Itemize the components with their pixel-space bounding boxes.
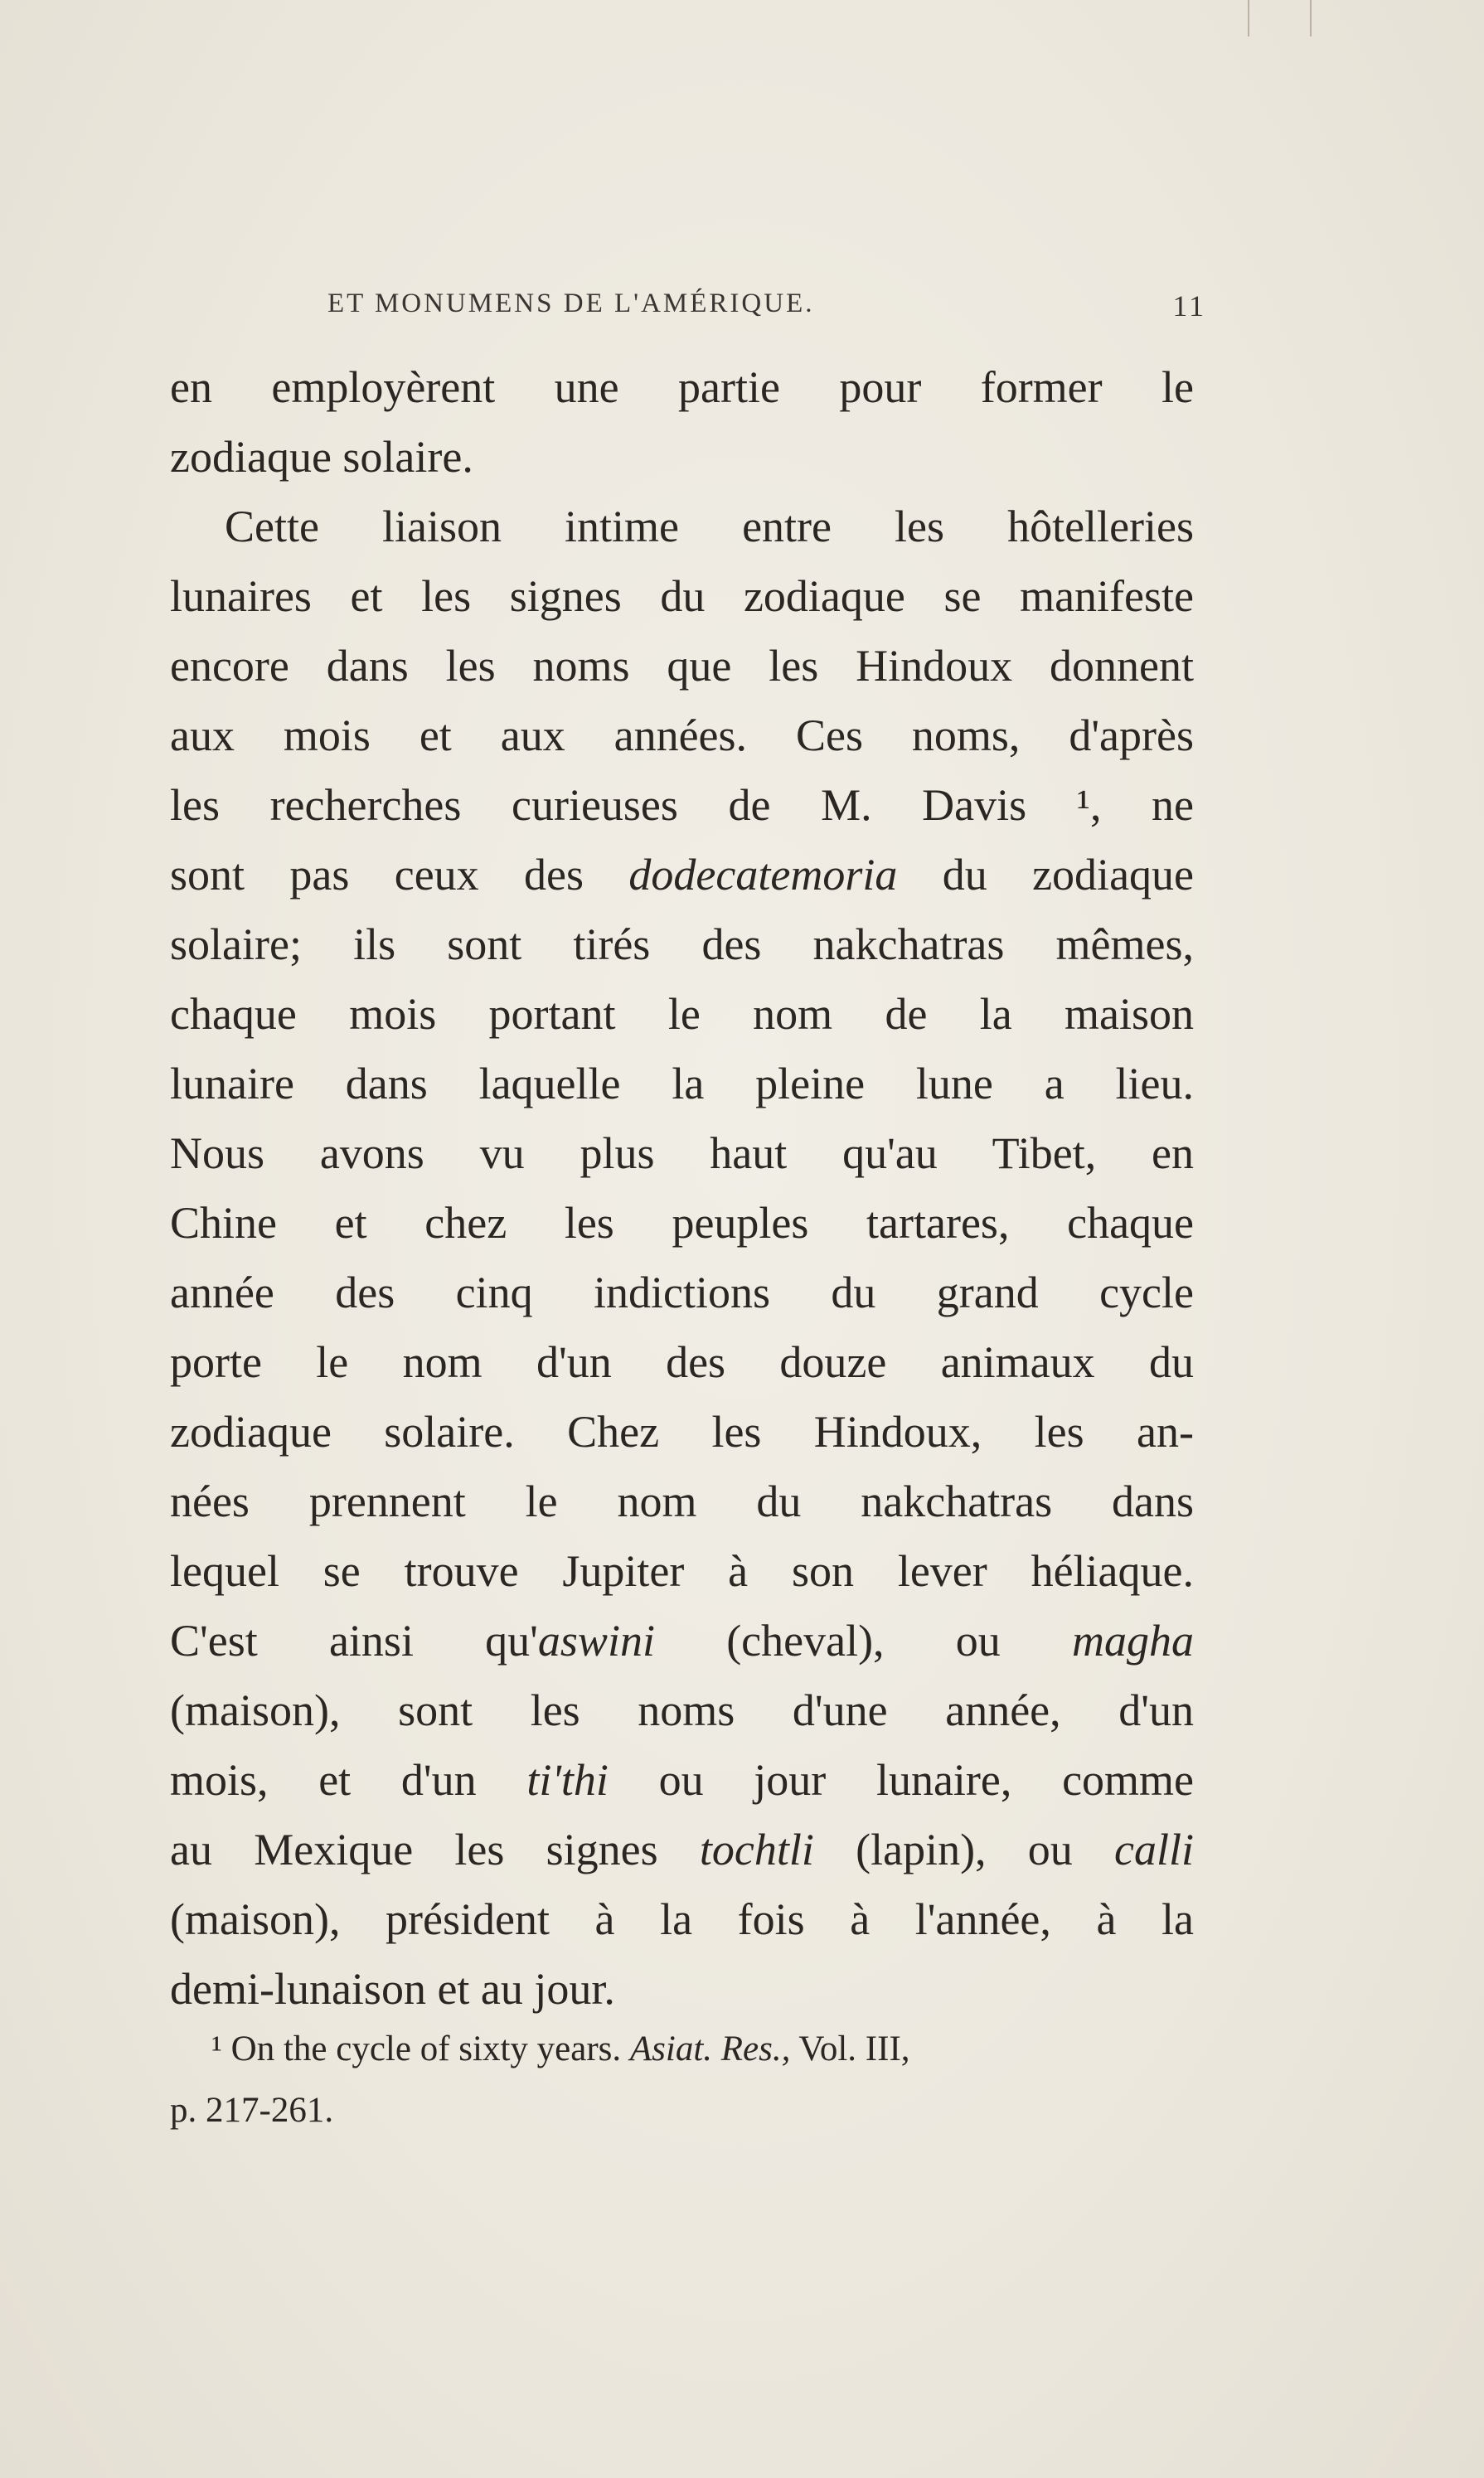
italic-term: calli <box>1114 1825 1195 1874</box>
text-line: porte le nom d'un des douze animaux du <box>170 1337 1194 1387</box>
footnote-source: Asiat. Res., <box>629 2029 791 2068</box>
text-line: année des cinq indictions du grand cycle <box>170 1268 1194 1317</box>
text-line: sont pas ceux des dodecatemoria du zodiaque <box>170 850 1194 900</box>
text-line: lequel se trouve Jupiter à son lever héliaque. <box>170 1546 1194 1596</box>
text-line: au Mexique les signes tochtli (lapin), ou calli <box>170 1825 1195 1874</box>
italic-term: ti'thi <box>526 1755 609 1805</box>
page-edge-mark <box>1248 0 1249 36</box>
page-number: 11 <box>1172 289 1206 322</box>
text-line: les recherches curieuses de M. Davis ¹, ne <box>170 780 1194 830</box>
footnote-marker: ¹ <box>211 2029 222 2068</box>
footnote-line: ¹ On the cycle of sixty years. Asiat. Res., Vol. III, <box>211 2029 910 2068</box>
text-line: Nous avons vu plus haut qu'au Tibet, en <box>170 1128 1194 1178</box>
text-line: zodiaque solaire. Chez les Hindoux, les an- <box>170 1407 1194 1457</box>
italic-term: tochtli <box>699 1825 814 1874</box>
text-line: solaire; ils sont tirés des nakchatras mêmes, <box>170 919 1194 969</box>
text-line: C'est ainsi qu'aswini (cheval), ou magha <box>170 1616 1195 1666</box>
text-line: zodiaque solaire. <box>170 432 473 482</box>
text-line: aux mois et aux années. Ces noms, d'après <box>170 710 1194 760</box>
text-line: lunaires et les signes du zodiaque se manifeste <box>170 571 1194 621</box>
italic-term: dodecatemoria <box>628 850 898 900</box>
text-line: nées prennent le nom du nakchatras dans <box>170 1477 1194 1526</box>
text-line: lunaire dans laquelle la pleine lune a lieu. <box>170 1059 1194 1108</box>
text-line: chaque mois portant le nom de la maison <box>170 989 1194 1039</box>
text-line: Cette liaison intime entre les hôtelleries <box>225 502 1194 551</box>
text-line: (maison), président à la fois à l'année, à la <box>170 1894 1194 1944</box>
text-line: mois, et d'un ti'thi ou jour lunaire, comme <box>170 1755 1195 1805</box>
running-title: ET MONUMENS DE L'AMÉRIQUE. <box>327 289 815 318</box>
italic-term: aswini <box>537 1616 655 1666</box>
text-line: (maison), sont les noms d'une année, d'un <box>170 1685 1194 1735</box>
footnote <box>170 2019 1194 2141</box>
text-line: encore dans les noms que les Hindoux donnent <box>170 641 1194 691</box>
body-text <box>170 352 1194 2024</box>
footnote-line: p. 217-261. <box>170 2091 334 2130</box>
page-edge-mark <box>1310 0 1312 36</box>
running-header <box>327 289 1206 330</box>
text-line: Chine et chez les peuples tartares, chaque <box>170 1198 1194 1248</box>
text-line: demi-lunaison et au jour. <box>170 1964 615 2014</box>
italic-term: magha <box>1072 1616 1195 1666</box>
text-line: en employèrent une partie pour former le <box>170 362 1194 412</box>
